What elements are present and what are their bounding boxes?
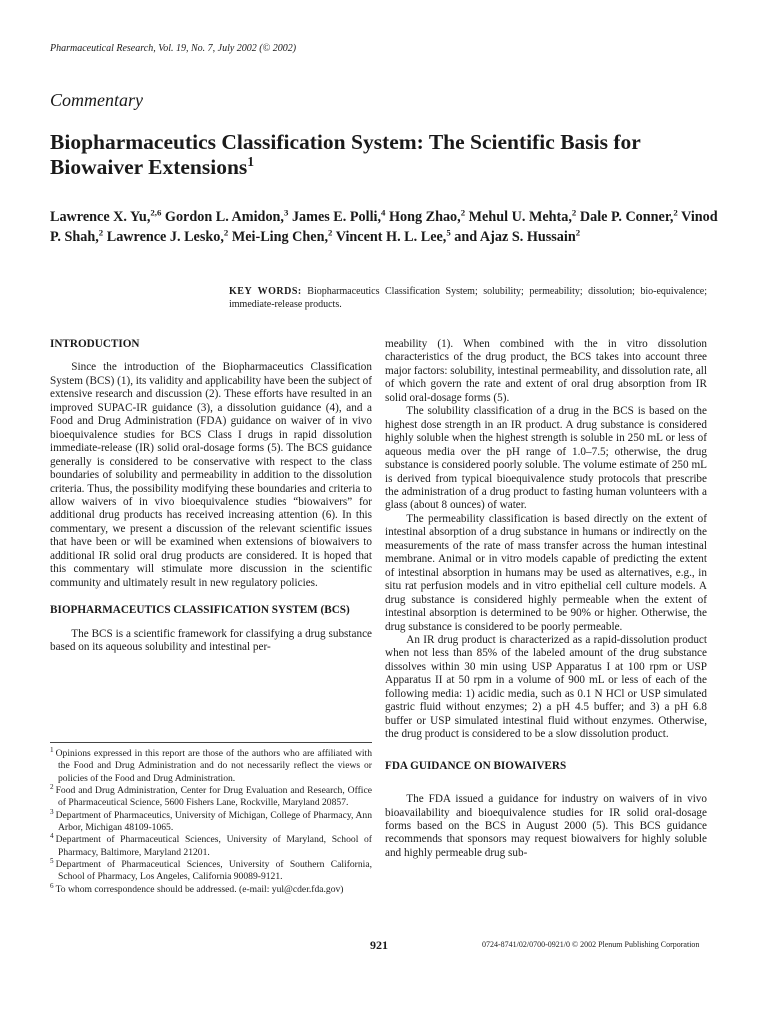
footnote-number: 4 — [50, 832, 54, 841]
footnote-text: Food and Drug Administration, Center for Drug Evaluation and Research, Office of Pharmaceutical Science, 5600 Fishers Lane, Rockville, Maryland 20857. — [55, 785, 372, 809]
bcs-heading: BIOPHARMACEUTICS CLASSIFICATION SYSTEM (BCS) — [50, 604, 350, 617]
author-name: Mei-Ling Chen, — [231, 228, 329, 245]
footnote-number: 6 — [50, 881, 54, 890]
footnote — [50, 745, 372, 785]
author-affiliation-marker: 2 — [575, 226, 581, 237]
title-text: Biopharmaceutics Classification System: The Scientific Basis for Biowaiver Extensions — [50, 130, 641, 179]
author-name: Vinod P. Shah, — [50, 209, 718, 245]
author-name: Lawrence J. Lesko, — [106, 228, 224, 245]
author-name: James E. Polli, — [291, 209, 381, 225]
footnote — [50, 834, 372, 859]
footnote-rule — [50, 742, 372, 743]
keywords — [229, 286, 707, 311]
author-affiliation-marker: 2 — [328, 226, 333, 237]
author-affiliation-marker: 2 — [223, 226, 229, 237]
article-title — [50, 130, 720, 180]
author-name: Dale P. Conner, — [579, 209, 674, 225]
author-affiliation-marker: 2,6 — [150, 207, 162, 218]
author-name: Lawrence X. Yu, — [50, 209, 151, 225]
paragraph-permeability: The permeability classification is based directly on the extent of intestinal absorption of a drug substance in humans or indirectly on the measurements of the rate of mass transfer across the human intestinal membrane. Animal or in vitro models capable of predicting the extent of intestinal absorption in humans may be used as alternatives, e.g., in situ rat perfusion models and in vitro epithelial cell culture models. A drug substance is considered highly permeable when the extent of intestinal absorption is determined to be 90% or higher. Otherwise, the drug substance is considered to be poorly permeable. — [385, 512, 707, 633]
paragraph-bcs-factors: meability (1). When combined with the in vitro dissolution characteristics of the drug product, the BCS takes into account three major factors: solubility, intestinal permeability, and dissolution rate, all of which govern the rate and extent of oral drug absorption from IR solid oral-dosage forms (5). — [385, 338, 707, 404]
footnotes — [50, 742, 372, 896]
title-footnote-marker: 1 — [247, 153, 254, 169]
footnote-text: Department of Pharmaceutical Sciences, University of Southern California, School of Pharmacy, Los Angeles, California 90089-9121. — [55, 859, 372, 883]
left-column — [50, 338, 372, 655]
footnote-text: Opinions expressed in this report are those of the authors who are affiliated with the Food and Drug Administration and do not necessarily reflect the views or policies of the Food and Drug Administration. — [55, 748, 372, 784]
footnote-number: 3 — [50, 807, 54, 816]
footnote — [50, 856, 372, 884]
footnote-text: To whom correspondence should be addressed. (e-mail: yul@cder.fda.gov) — [55, 883, 344, 895]
footnote-number: 1 — [50, 745, 54, 754]
author-name: Gordon L. Amidon, — [164, 209, 284, 225]
fda-guidance-heading: FDA GUIDANCE ON BIOWAIVERS — [385, 759, 567, 772]
author-affiliation-marker: 2 — [460, 207, 466, 218]
footnote-number: 2 — [50, 782, 54, 791]
footnote-number: 5 — [50, 856, 54, 865]
author-affiliation-marker: 2 — [571, 207, 577, 218]
author-name: Hong Zhao, — [388, 209, 461, 225]
bcs-paragraph: The BCS is a scientific framework for classifying a drug substance based on its aqueous solubility and intestinal per- — [50, 627, 372, 654]
keywords-label: KEY WORDS: — [229, 286, 302, 297]
footnote-list — [50, 745, 372, 896]
running-head: Pharmaceutical Research, Vol. 19, No. 7, July 2002 (© 2002) — [50, 43, 297, 54]
copyright-line: 0724-8741/02/0700-0921/0 © 2002 Plenum Publishing Corporation — [482, 940, 700, 949]
author-affiliation-marker: 2 — [673, 207, 678, 218]
author-affiliation-marker: 5 — [446, 226, 451, 237]
paragraph-fda-guidance: The FDA issued a guidance for industry on waivers of in vivo bioavailability and bioequivalence studies for IR solid oral-dosage forms based on the BCS in August 2000 (5). This BCS guidance recommends that sponsors may request biowaivers for highly soluble and highly permeable drug sub- — [385, 793, 707, 859]
author-name: Vincent H. L. Lee, — [335, 228, 447, 245]
footnote — [50, 807, 372, 835]
author-name: and Ajaz S. Hussain — [454, 228, 576, 245]
page-number: 921 — [370, 938, 388, 952]
author-affiliation-marker: 4 — [381, 207, 386, 218]
author-affiliation-marker: 3 — [283, 207, 289, 218]
right-column — [385, 338, 707, 860]
footnote — [50, 881, 372, 896]
introduction-paragraph: Since the introduction of the Biopharmaceutics Classification System (BCS) (1), its validity and applicability have been the subject of extensive research and discussion (2). These efforts have resulted in an improved SUPAC-IR guidance (3), a dissolution guidance (4), and a Food and Drug Administration (FDA) guidance on waiver of in vivo bioequivalence studies for BCS Class I drugs in rapid dissolution immediate-release (IR) solid oral-dosage forms (5). The BCS guidance generally is considered to be conservative with respect to the class boundaries of solubility and permeability in addition to the dissolution criteria. Thus, the possibility modifying these boundaries and criteria to allow waivers of in vivo bioequivalence studies “biowaivers” for additional drug products has received increasing attention (6). In this commentary, we present a discussion of the relevant scientific issues that have been or will be examined when extensions of biowaivers to additional IR solid oral drug products are considered. It is hoped that this commentary will stimulate more discussion in the scientific community and ultimately result in new regulatory policies. — [50, 361, 372, 589]
footnote-text: Department of Pharmaceutics, University of Michigan, College of Pharmacy, Ann Arbor, Michigan 48109-1065. — [55, 809, 372, 834]
section-kind: Commentary — [50, 90, 143, 110]
keywords-text: Biopharmaceutics Classification System; solubility; permeability; dissolution; bio-equivalence; immediate-release products. — [229, 286, 708, 310]
footnote — [50, 782, 372, 810]
author-name: Mehul U. Mehta, — [468, 209, 572, 225]
author-list — [50, 208, 720, 247]
introduction-heading: INTRODUCTION — [50, 338, 140, 350]
author-affiliation-marker: 2 — [98, 226, 104, 237]
footnote-text: Department of Pharmaceutical Sciences, University of Maryland, School of Pharmacy, Baltimore, Maryland 21201. — [55, 834, 372, 858]
paragraph-dissolution: An IR drug product is characterized as a rapid-dissolution product when not less than 85% of the labeled amount of the drug substance dissolves within 30 min using USP Apparatus I at 100 rpm or USP Apparatus II at 50 rpm in a volume of 900 mL or less of each of the following media: 1) acidic media, such as 0.1 N HCl or USP simulated gastric fluid without enzymes; 2) a pH 4.5 buffer; and 3) a pH 6.8 buffer or USP simulated intestinal fluid without enzymes. Otherwise, the drug product is considered to be a slow dissolution product. — [385, 633, 707, 741]
paragraph-solubility: The solubility classification of a drug in the BCS is based on the highest dose strength in an IR product. A drug substance is considered highly soluble when the highest strength is soluble in 250 mL or less of aqueous media over the pH range of 1.0–7.5; otherwise, the drug substance is considered poorly soluble. The volume estimate of 250 mL is derived from typical bioequivalence study protocols that prescribe the administration of a drug product to fasting human volunteers with a glass (about 8 ounces) of water. — [385, 405, 707, 512]
